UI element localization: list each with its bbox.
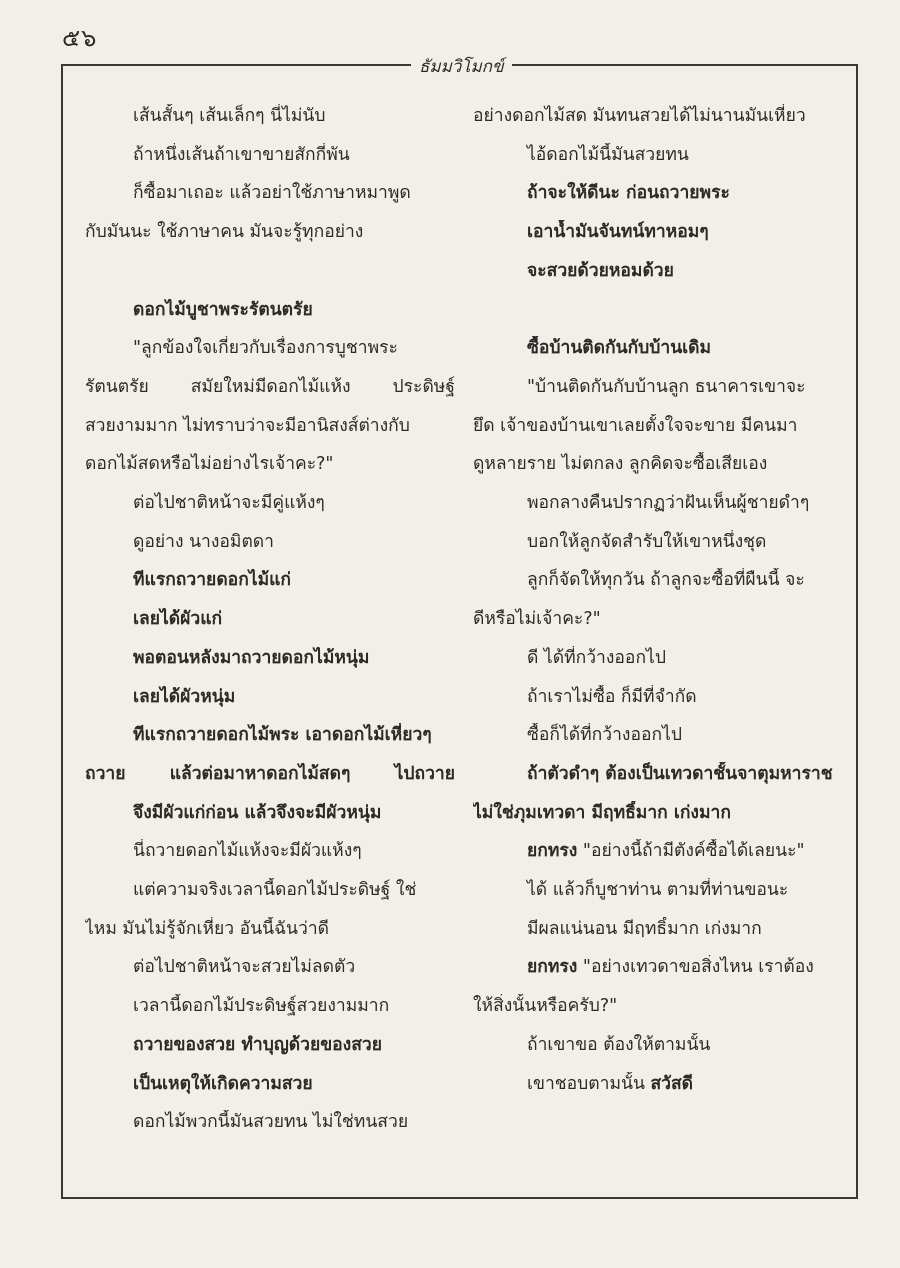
left-column-line: ทีแรกถวายดอกไม้แก่ — [133, 570, 291, 591]
page-number: ๕๖ — [62, 24, 98, 52]
right-column-line: จะสวยด้วยหอมด้วย — [527, 260, 674, 281]
right-column-line: ยึด เจ้าของบ้านเขาเลยตั้งใจจะขาย มีคนมา — [473, 415, 798, 436]
right-column-line: ถ้าตัวดำๆ ต้องเป็นเทวดาชั้นจาตุมหาราช — [527, 763, 833, 784]
right-column-line: ถ้าเขาขอ ต้องให้ตามนั้น — [527, 1034, 711, 1055]
left-column-line: สวยงามมาก ไม่ทราบว่าจะมีอานิสงส์ต่างกับ — [85, 415, 410, 436]
right-column-line: ไม่ใช่ภุมเทวดา มีฤทธิ์มาก เก่งมาก — [473, 802, 731, 823]
left-column-line: ถวายของสวย ทำบุญด้วยของสวย — [133, 1034, 382, 1055]
right-column-line: อย่างดอกไม้สด มันทนสวยได้ไม่นานมันเหี่ยว — [473, 106, 806, 126]
right-column-line: ดี ได้ที่กว้างออกไป — [527, 647, 666, 668]
left-column-line: ดูอย่าง นางอมิตดา — [133, 531, 274, 552]
right-column-line: ดีหรือไม่เจ้าคะ?" — [473, 609, 601, 630]
left-column-line: ดอกไม้บูชาพระรัตนตรัย — [133, 299, 313, 320]
left-column-line: ดอกไม้สดหรือไม่อย่างไรเจ้าคะ?" — [85, 454, 334, 475]
right-column-line: ถ้าเราไม่ซื้อ ก็มีที่จำกัด — [527, 686, 697, 707]
left-column-line: ก็ซื้อมาเถอะ แล้วอย่าใช้ภาษาหมาพูด — [133, 183, 411, 204]
left-column-line: รัตนตรัย สมัยใหม่มีดอกไม้แห้ง ประดิษฐ์ — [85, 376, 455, 397]
left-column-line: ไหม มันไม่รู้จักเหี่ยว อันนี้ฉันว่าดี — [85, 918, 330, 939]
right-column-line: ยกทรง "อย่างเทวดาขอสิ่งไหน เราต้อง — [527, 957, 814, 978]
left-column-line: เป็นเหตุให้เกิดความสวย — [133, 1073, 313, 1094]
right-column-line: มีผลแน่นอน มีฤทธิ์มาก เก่งมาก — [527, 918, 762, 939]
content-frame — [61, 57, 858, 1199]
right-column-line: ไอ้ดอกไม้นี้มันสวยทน — [527, 144, 689, 165]
right-column-line: บอกให้ลูกจัดสำรับให้เขาหนึ่งชุด — [527, 531, 767, 552]
left-column-line: เส้นสั้นๆ เส้นเล็กๆ นี่ไม่นับ — [133, 106, 326, 126]
left-column-line: ดอกไม้พวกนี้มันสวยทน ไม่ใช่ทนสวย — [133, 1112, 409, 1133]
running-header-title: ธัมมวิโมกข์ — [411, 53, 512, 80]
right-column-line: ถ้าจะให้ดีนะ ก่อนถวายพระ — [527, 183, 730, 204]
left-column-line: เลยได้ผัวแก่ — [133, 609, 223, 630]
left-column-line: ต่อไปชาติหน้าจะสวยไม่ลดตัว — [133, 957, 356, 978]
right-column-line: ซื้อก็ได้ที่กว้างออกไป — [527, 725, 683, 746]
right-column-line: เอาน้ำมันจันทน์ทาหอมๆ — [527, 222, 709, 243]
left-column-line: เวลานี้ดอกไม้ประดิษฐ์สวยงามมาก — [133, 996, 390, 1017]
left-column-line: กับมันนะ ใช้ภาษาคน มันจะรู้ทุกอย่าง — [85, 222, 364, 243]
right-column-line: ให้สิ่งนั้นหรือครับ?" — [473, 996, 618, 1017]
right-column-line: ดูหลายราย ไม่ตกลง ลูกคิดจะซื้อเสียเอง — [473, 454, 768, 475]
left-column-line: ถวาย แล้วต่อมาหาดอกไม้สดๆ ไปถวาย — [85, 763, 455, 784]
right-column-line: ซื้อบ้านติดกันกับบ้านเดิม — [527, 338, 712, 359]
left-column-line: ต่อไปชาติหน้าจะมีคู่แห้งๆ — [133, 493, 325, 513]
left-column-line: แต่ความจริงเวลานี้ดอกไม้ประดิษฐ์ ใช่ — [133, 880, 417, 900]
right-column-line: ยกทรง "อย่างนี้ถ้ามีตังค์ซื้อได้เลยนะ" — [527, 841, 805, 862]
right-column-line: พอกลางคืนปรากฏว่าฝันเห็นผู้ชายดำๆ — [527, 493, 810, 513]
left-column-line: จึงมีผัวแก่ก่อน แล้วจึงจะมีผัวหนุ่ม — [133, 802, 382, 823]
left-column-line: ทีแรกถวายดอกไม้พระ เอาดอกไม้เหี่ยวๆ — [133, 725, 432, 746]
left-column-line: ถ้าหนึ่งเส้นถ้าเขาขายสักกี่พัน — [133, 144, 350, 165]
right-column-line: ลูกก็จัดให้ทุกวัน ถ้าลูกจะซื้อที่ผืนนี้ จะ — [527, 570, 805, 591]
left-column-line: นี่ถวายดอกไม้แห้งจะมีผัวแห้งๆ — [133, 841, 362, 862]
left-column-line: เลยได้ผัวหนุ่ม — [133, 686, 236, 707]
right-column-line: ได้ แล้วก็บูชาท่าน ตามที่ท่านขอนะ — [527, 880, 789, 900]
left-column-line: พอตอนหลังมาถวายดอกไม้หนุ่ม — [133, 647, 370, 668]
right-column-line: "บ้านติดกันกับบ้านลูก ธนาคารเขาจะ — [527, 376, 806, 397]
right-column-line: เขาชอบตามนั้น สวัสดี — [527, 1073, 694, 1094]
left-column-line: "ลูกข้องใจเกี่ยวกับเรื่องการบูชาพระ — [133, 338, 398, 359]
